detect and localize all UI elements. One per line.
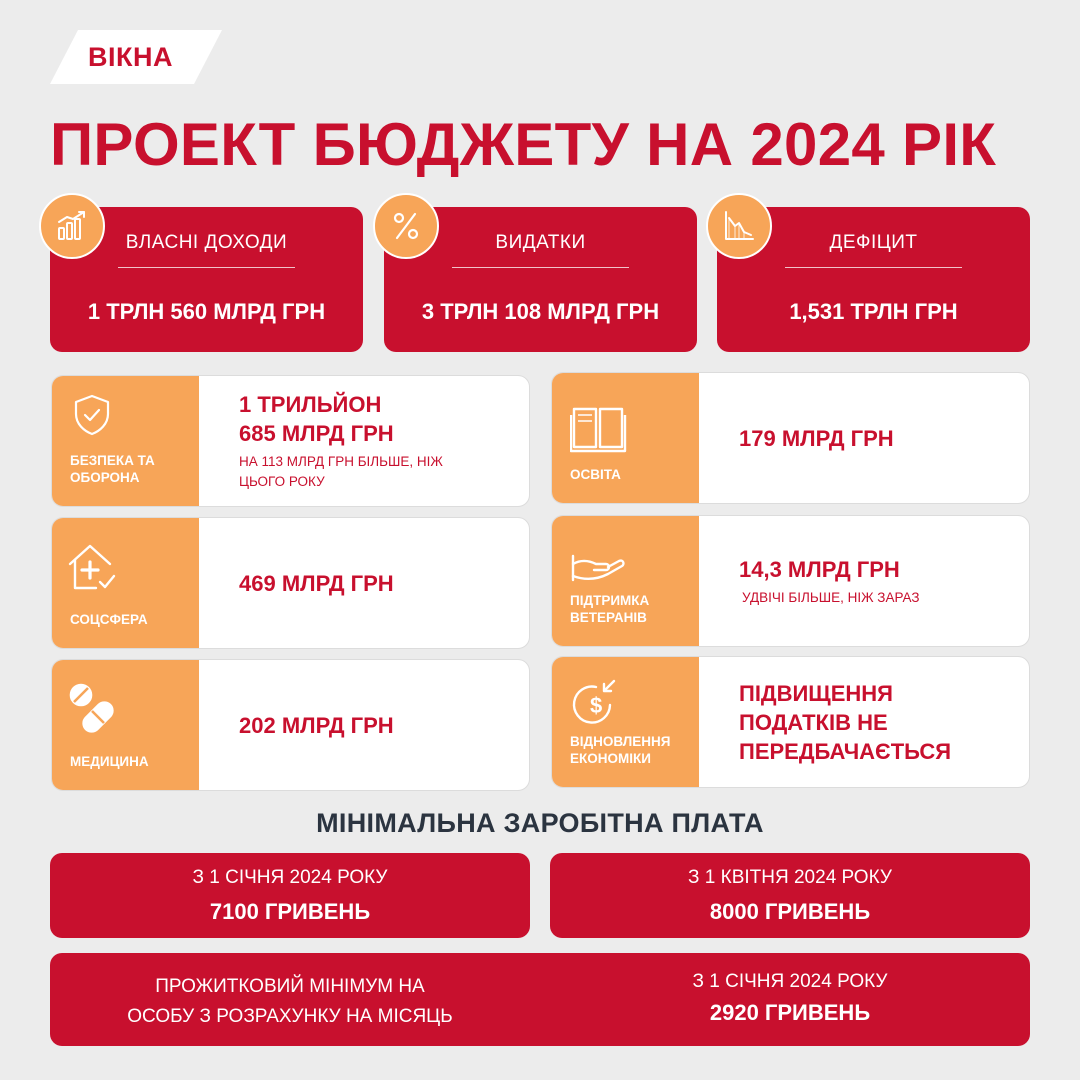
summary-label: ДЕФІЦИТ bbox=[829, 232, 918, 253]
category-content bbox=[739, 373, 1019, 503]
svg-text:$: $ bbox=[590, 693, 603, 718]
category-side bbox=[52, 376, 199, 506]
summary-label: ВИДАТКИ bbox=[495, 232, 586, 253]
category-note: УДВІЧІ БІЛЬШЕ, НІЖ ЗАРАЗ bbox=[742, 589, 920, 605]
declining-chart-icon bbox=[706, 193, 772, 259]
min-wage-card-april bbox=[550, 853, 1030, 938]
category-content bbox=[239, 660, 519, 790]
category-card-economy bbox=[551, 656, 1030, 788]
house-medical-icon bbox=[66, 542, 118, 592]
label-line: ПРОЖИТКОВИЙ МІНІМУМ НА bbox=[155, 976, 425, 997]
label-line: МЕДИЦИНА bbox=[70, 754, 149, 769]
label-line: ОСОБУ З РОЗРАХУНКУ НА МІСЯЦЬ bbox=[127, 1006, 453, 1027]
category-card-defense bbox=[51, 375, 530, 507]
category-note: НА 113 МЛРД ГРН БІЛЬШЕ, НІЖ ЦЬОГО РОКУ bbox=[239, 454, 443, 489]
category-label bbox=[70, 611, 193, 628]
category-value bbox=[739, 679, 1019, 766]
category-content bbox=[239, 518, 519, 648]
category-label bbox=[70, 452, 193, 486]
value-line: ПОДАТКІВ НЕ bbox=[739, 709, 888, 735]
open-book-icon bbox=[570, 403, 630, 453]
category-label bbox=[70, 753, 193, 770]
summary-label: ВЛАСНІ ДОХОДИ bbox=[125, 232, 288, 253]
brand-logo bbox=[50, 30, 222, 84]
label-line: БЕЗПЕКА ТА bbox=[70, 453, 155, 468]
divider bbox=[452, 267, 629, 268]
category-content bbox=[739, 657, 1019, 787]
category-value: 202 МЛРД ГРН bbox=[239, 712, 394, 738]
category-label bbox=[570, 733, 693, 767]
category-value: 469 МЛРД ГРН bbox=[239, 570, 394, 596]
category-side bbox=[552, 373, 699, 503]
category-card-veterans bbox=[551, 515, 1030, 647]
brand-name: ВІКНА bbox=[88, 42, 173, 72]
value-line: 685 МЛРД ГРН bbox=[239, 421, 394, 446]
value-line: ПЕРЕДБАЧАЄТЬСЯ bbox=[739, 738, 952, 764]
value-line: 1 ТРИЛЬЙОН bbox=[239, 392, 382, 417]
min-wage-title: МІНІМАЛЬНА ЗАРОБІТНА ПЛАТА bbox=[316, 808, 764, 838]
category-label bbox=[570, 466, 693, 483]
label-line: ВІДНОВЛЕННЯ bbox=[570, 734, 671, 749]
label-line: ПІДТРИМКА bbox=[570, 593, 650, 608]
subsistence-date: З 1 СІЧНЯ 2024 РОКУ bbox=[692, 971, 888, 992]
category-label bbox=[570, 592, 693, 626]
summary-value: 1,531 ТРЛН ГРН bbox=[789, 299, 958, 324]
dollar-return-icon bbox=[570, 675, 624, 729]
category-value: 179 МЛРД ГРН bbox=[739, 425, 894, 451]
wage-date: З 1 СІЧНЯ 2024 РОКУ bbox=[192, 867, 388, 888]
subsistence-value: 2920 ГРИВЕНЬ bbox=[709, 1000, 871, 1025]
label-line: ВЕТЕРАНІВ bbox=[570, 610, 647, 625]
category-side bbox=[552, 516, 699, 646]
label-line: СОЦСФЕРА bbox=[70, 612, 148, 627]
category-side bbox=[552, 657, 699, 787]
category-value bbox=[239, 390, 519, 448]
wage-date: З 1 КВІТНЯ 2024 РОКУ bbox=[688, 867, 892, 888]
category-content bbox=[739, 516, 1019, 646]
category-card-medicine bbox=[51, 659, 530, 791]
hand-support-icon bbox=[570, 546, 626, 586]
divider bbox=[118, 267, 295, 268]
percent-icon bbox=[373, 193, 439, 259]
subsistence-card bbox=[50, 953, 1030, 1046]
subsistence-label bbox=[50, 972, 530, 1032]
category-side bbox=[52, 518, 199, 648]
category-value: 14,3 МЛРД ГРН bbox=[739, 556, 900, 582]
shield-check-icon bbox=[69, 392, 115, 438]
value-line: ПІДВИЩЕННЯ bbox=[739, 680, 893, 706]
summary-value: 1 ТРЛН 560 МЛРД ГРН bbox=[87, 299, 326, 324]
bar-chart-icon bbox=[39, 193, 105, 259]
category-content bbox=[239, 376, 519, 506]
min-wage-card-january bbox=[50, 853, 530, 938]
category-card-social bbox=[51, 517, 530, 649]
category-side bbox=[52, 660, 199, 790]
page-title: ПРОЕКТ БЮДЖЕТУ НА 2024 РІК bbox=[50, 111, 997, 178]
label-line: ОСВІТА bbox=[570, 467, 621, 482]
pills-icon bbox=[68, 682, 124, 734]
category-card-education bbox=[551, 372, 1030, 504]
wage-value: 7100 ГРИВЕНЬ bbox=[209, 899, 371, 924]
summary-value: 3 ТРЛН 108 МЛРД ГРН bbox=[421, 299, 660, 324]
label-line: ЕКОНОМІКИ bbox=[570, 751, 651, 766]
divider bbox=[785, 267, 962, 268]
label-line: ОБОРОНА bbox=[70, 470, 140, 485]
wage-value: 8000 ГРИВЕНЬ bbox=[709, 899, 871, 924]
